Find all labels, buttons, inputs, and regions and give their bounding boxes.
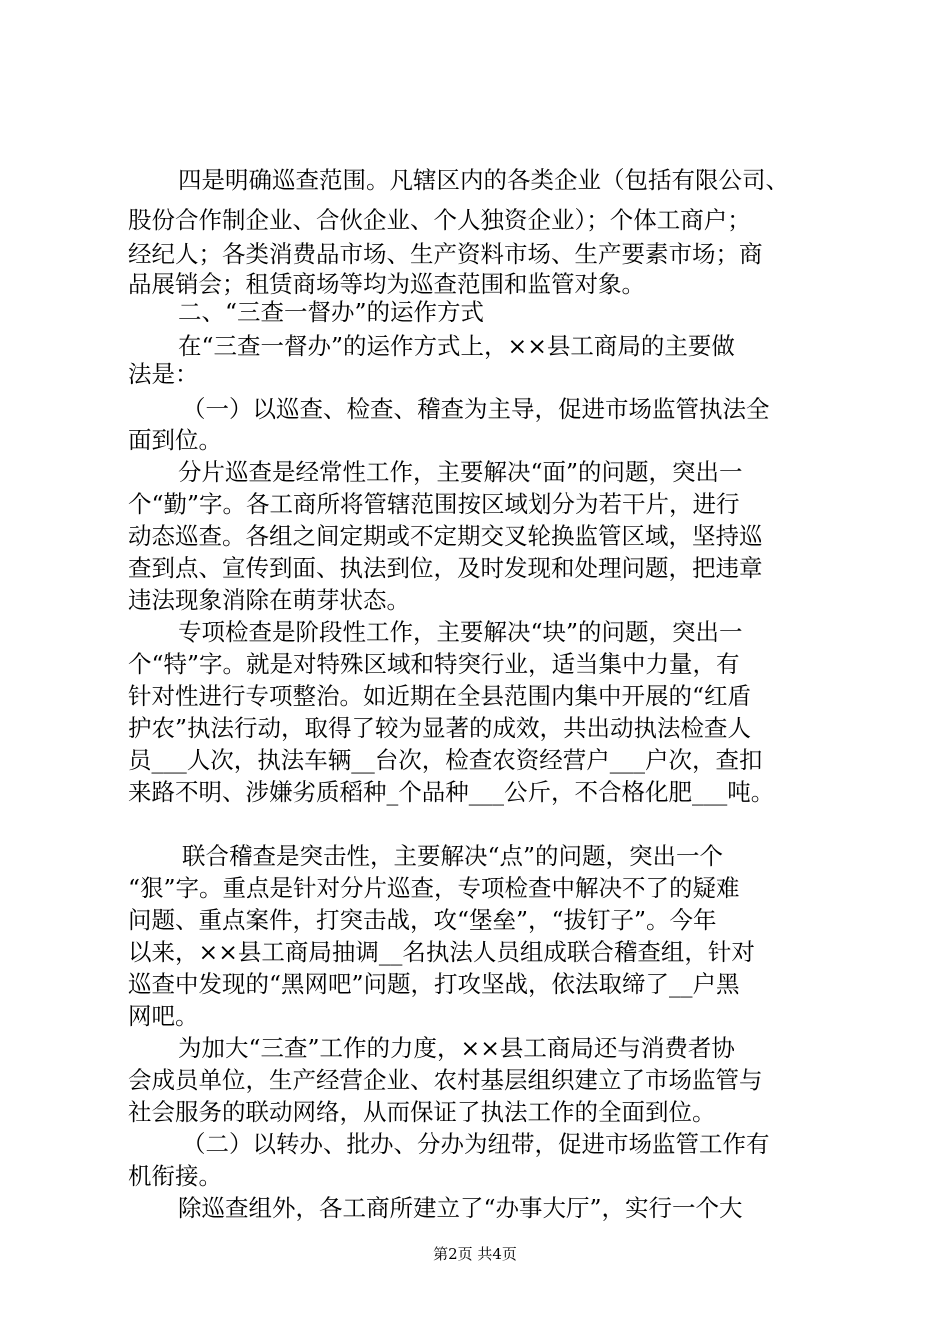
text-line: 机衔接。 [128,1162,222,1190]
text-line: 社会服务的联动网络，从而保证了执法工作的全面到位。 [128,1098,716,1126]
text-line: 动态巡查。各组之间定期或不定期交叉轮换监管区域，坚持巡 [128,522,763,550]
text-line: 四是明确巡查范围。凡辖区内的各类企业（包括有限公司、 [178,166,789,194]
section-heading: 二、“三查一督办”的运作方式 [178,298,485,326]
text-line: 分片巡查是经常性工作，主要解决“面”的问题，突出一 [178,458,743,486]
text-line: 除巡查组外，各工商所建立了“办事大厅”，实行一个大 [178,1194,743,1222]
text-line: 以来，××县工商局抽调__名执法人员组成联合稽查组，针对 [128,938,755,966]
text-line: 联合稽查是突击性，主要解决“点”的问题，突出一个 [182,842,724,870]
subsection-heading: （二）以转办、批办、分办为纽带，促进市场监管工作有 [182,1130,770,1158]
text-line: 查到点、宣传到面、执法到位，及时发现和处理问题，把违章 [128,554,763,582]
text-line: 个“特”字。就是对特殊区域和特突行业，适当集中力量，有 [128,650,740,678]
text-line: 护农”执法行动，取得了较为显著的成效，共出动执法检查人 [128,714,752,742]
text-line: 个“勤”字。各工商所将管辖范围按区域划分为若干片，进行 [128,490,740,518]
text-line: 股份合作制企业、合伙企业、个人独资企业）；个体工商户； [128,206,751,234]
page-footer: 第2页 共4页 [433,1245,517,1263]
text-line: 专项检查是阶段性工作，主要解决“块”的问题，突出一 [178,618,743,646]
text-line: 网吧。 [128,1002,199,1030]
text-line: 违法现象消除在萌芽状态。 [128,586,410,614]
text-line: 品展销会；租赁商场等均为巡查范围和监管对象。 [128,270,645,298]
text-line: 经纪人；各类消费品市场、生产资料市场、生产要素市场；商 [128,240,763,268]
text-line: 来路不明、涉嫌劣质稻种_个品种___公斤，不合格化肥___吨。 [128,778,775,806]
text-line: 面到位。 [128,426,222,454]
text-line: 为加大“三查”工作的力度，××县工商局还与消费者协 [178,1034,735,1062]
text-line: 针对性进行专项整治。如近期在全县范围内集中开展的“红盾 [128,682,752,710]
text-line: 员___人次，执法车辆__台次，检查农资经营户___户次，查扣 [128,746,763,774]
text-line: 会成员单位，生产经营企业、农村基层组织建立了市场监管与 [128,1066,763,1094]
subsection-heading: （一）以巡查、检查、稽查为主导，促进市场监管执法全 [182,395,770,423]
text-line: 巡查中发现的“黑网吧”问题，打攻坚战，依法取缔了__户黑 [128,970,740,998]
text-line: “狠”字。重点是针对分片巡查，专项检查中解决不了的疑难 [128,874,740,902]
text-line: 在“三查一督办”的运作方式上，××县工商局的主要做 [178,332,735,360]
text-line: 法是： [128,360,199,388]
text-line: 问题、重点案件，打突击战，攻“堡垒”，“拔钉子”。今年 [128,906,717,934]
